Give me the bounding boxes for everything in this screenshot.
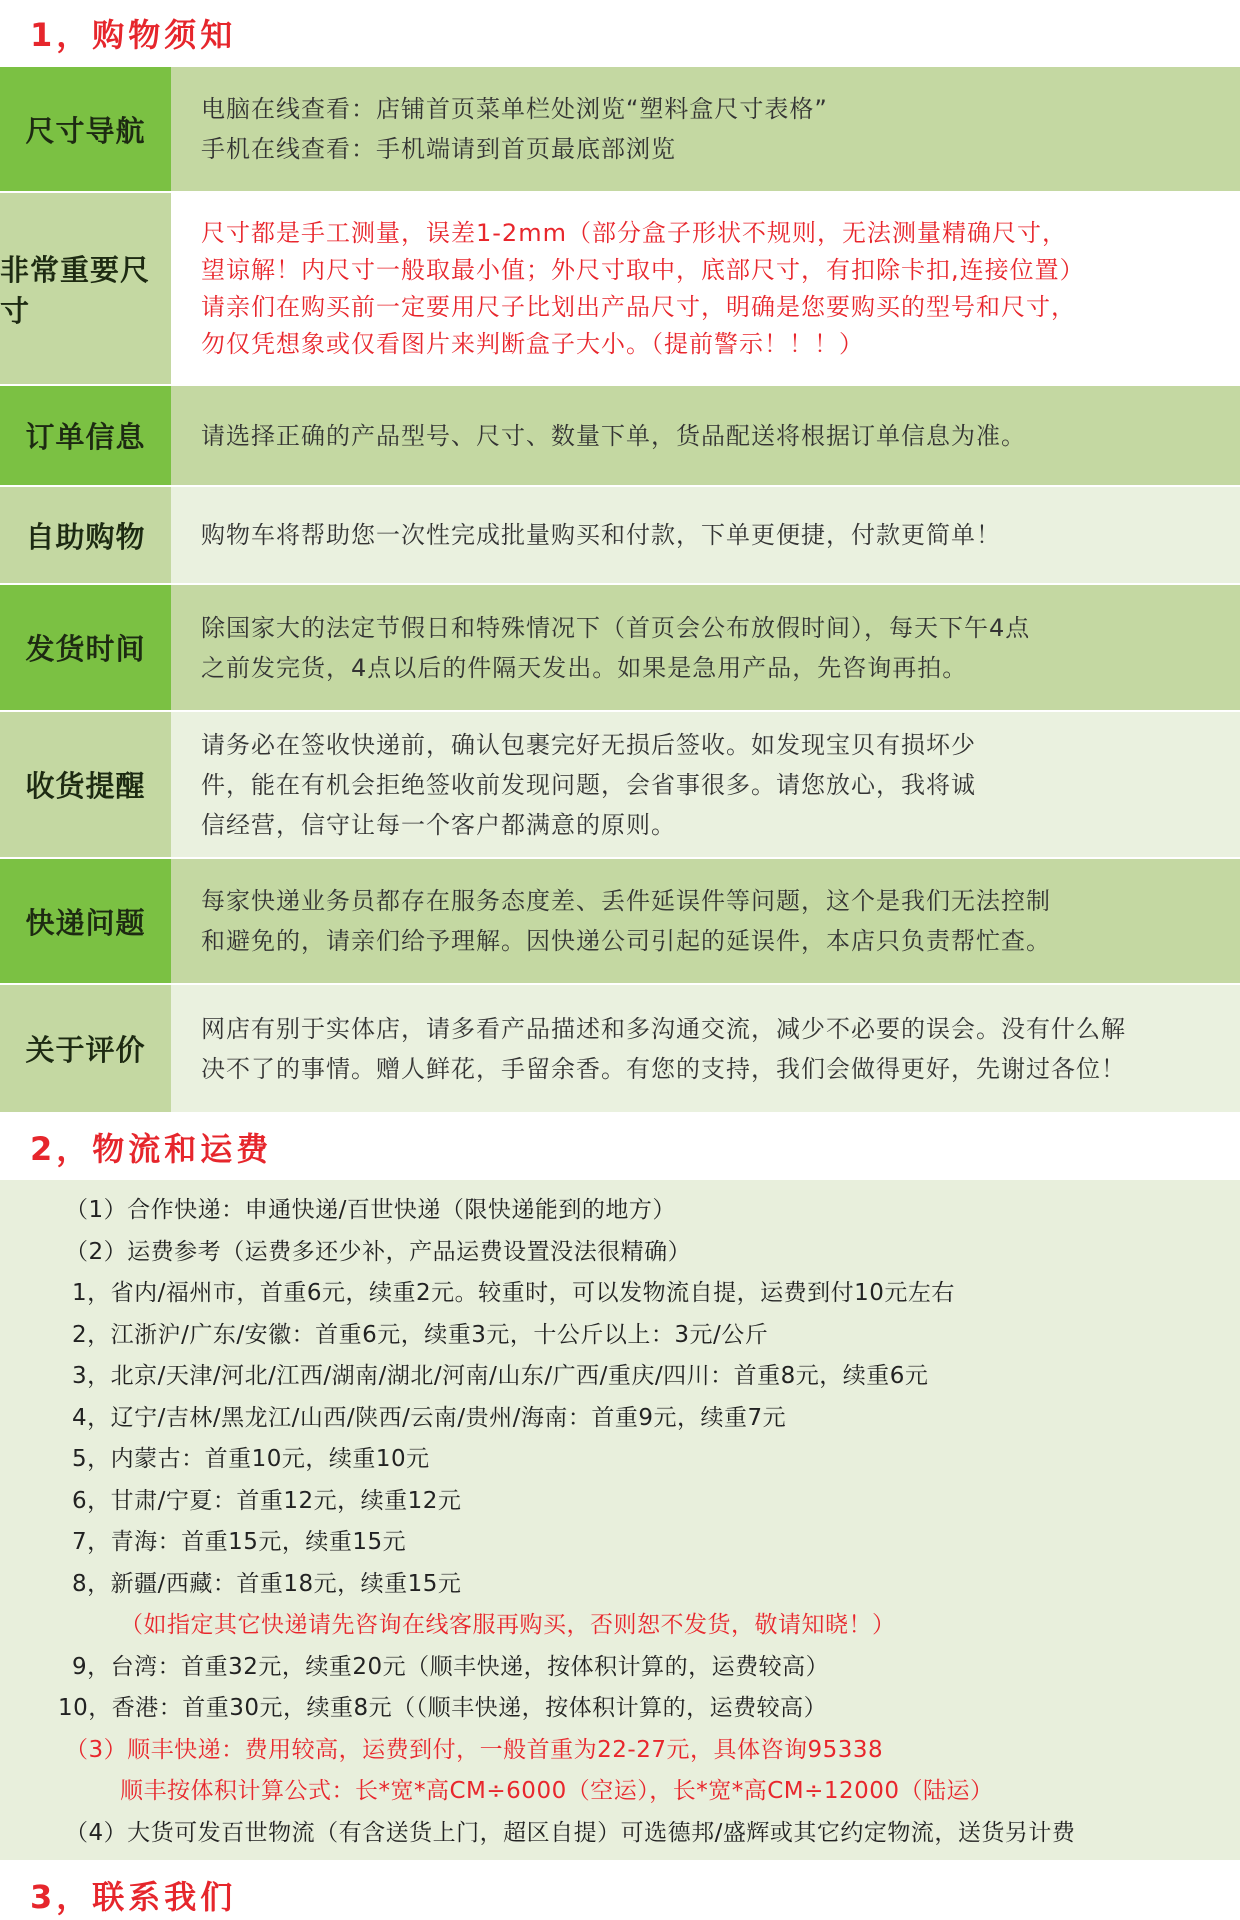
shipping-line: 1，省内/福州市，首重6元，续重2元。较重时，可以发物流自提，运费到付10元左右 — [72, 1280, 955, 1306]
shipping-line: （如指定其它快递请先咨询在线客服再购买，否则恕不发货，敬请知晓！） — [120, 1612, 896, 1638]
shipping-line: （1）合作快递：申通快递/百世快递（限快递能到的地方） — [65, 1197, 676, 1223]
notice-line: 之前发完货，4点以后的件隔天发出。如果是急用产品，先咨询再拍。 — [201, 653, 968, 682]
notice-line: 电脑在线查看：店铺首页菜单栏处浏览“塑料盒尺寸表格” — [201, 95, 828, 123]
notice-row-content — [171, 193, 1240, 384]
notice-line: 勿仅凭想象或仅看图片来判断盒子大小。（提前警示！！！） — [201, 329, 864, 358]
notice-row-label: 自助购物 — [0, 487, 171, 583]
shipping-line: （2）运费参考（运费多还少补，产品运费设置没法很精确） — [65, 1238, 692, 1265]
notice-line: 请务必在签收快递前，确认包裹完好无损后签收。如发现宝贝有损坏少 — [201, 730, 976, 759]
notice-line: 和避免的，请亲们给予理解。因快递公司引起的延误件，本店只负责帮忙查。 — [201, 927, 1051, 955]
notice-line: 网店有别于实体店，请多看产品描述和多沟通交流，减少不必要的误会。没有什么解 — [201, 1014, 1126, 1043]
section-title-contact: 3，联系我们 — [30, 1878, 237, 1916]
shipping-line: 2，江浙沪/广东/安徽：首重6元，续重3元，十公斤以上：3元/公斤 — [72, 1321, 769, 1348]
section-title-shipping: 2，物流和运费 — [30, 1130, 273, 1168]
shipping-line: 9，台湾：首重32元，续重20元（顺丰快递，按体积计算的，运费较高） — [72, 1653, 830, 1680]
notice-row — [0, 193, 1240, 384]
notice-line: 手机在线查看：手机端请到首页最底部浏览 — [201, 135, 676, 163]
shipping-line: （4）大货可发百世物流（有含送货上门，超区自提）可选德邦/盛辉或其它约定物流，送货另计费 — [65, 1819, 1076, 1846]
notice-row-label: 尺寸导航 — [0, 67, 171, 191]
notice-line: 购物车将帮助您一次性完成批量购买和付款，下单更便捷，付款更简单！ — [201, 521, 1001, 549]
shipping-line: 4，辽宁/吉林/黑龙江/山西/陕西/云南/贵州/海南：首重9元，续重7元 — [72, 1404, 787, 1431]
notice-line: 望谅解！内尺寸一般取最小值；外尺寸取中，底部尺寸，有扣除卡扣,连接位置） — [201, 255, 1085, 284]
notice-row-label: 关于评价 — [0, 985, 171, 1112]
notice-row-label: 快递问题 — [0, 859, 171, 983]
notice-row-label: 发货时间 — [0, 585, 171, 710]
notice-row — [0, 386, 1240, 485]
notice-row — [0, 487, 1240, 583]
notice-row-content — [171, 585, 1240, 710]
notice-row — [0, 712, 1240, 857]
notice-row-content — [171, 712, 1240, 857]
notice-row-label: 非常重要尺寸 — [0, 193, 171, 384]
notice-line: 信经营，信守让每一个客户都满意的原则。 — [201, 810, 676, 839]
shipping-line: 3，北京/天津/河北/江西/湖南/湖北/河南/山东/广西/重庆/四川：首重8元，续重6元 — [72, 1363, 929, 1389]
notice-line: 件，能在有机会拒绝签收前发现问题，会省事很多。请您放心，我将诚 — [201, 770, 976, 799]
notice-row-content — [171, 487, 1240, 583]
notice-row — [0, 859, 1240, 983]
notice-line: 决不了的事情。赠人鲜花，手留余香。有您的支持，我们会做得更好，先谢过各位！ — [201, 1054, 1126, 1083]
section-title-shopping-notice: 1，购物须知 — [30, 16, 237, 54]
notice-row-label: 收货提醒 — [0, 712, 171, 857]
notice-row-content — [171, 985, 1240, 1112]
notice-line: 请亲们在购买前一定要用尺子比划出产品尺寸，明确是您要购买的型号和尺寸， — [201, 292, 1076, 321]
notice-row — [0, 67, 1240, 191]
shipping-line: 7，青海：首重15元，续重15元 — [72, 1529, 407, 1555]
notice-line: 尺寸都是手工测量，误差1-2mm（部分盒子形状不规则，无法测量精确尺寸， — [201, 218, 1067, 247]
shipping-line: 顺丰按体积计算公式：长*宽*高CM÷6000（空运），长*宽*高CM÷12000（陆运） — [120, 1778, 994, 1804]
shipping-info-box — [0, 1180, 1240, 1860]
notice-row — [0, 585, 1240, 710]
shipping-line: 5，内蒙古：首重10元，续重10元 — [72, 1446, 430, 1472]
notice-line: 请选择正确的产品型号、尺寸、数量下单，货品配送将根据订单信息为准。 — [201, 421, 1026, 450]
notice-row-label: 订单信息 — [0, 386, 171, 485]
notice-line: 每家快递业务员都存在服务态度差、丢件延误件等问题，这个是我们无法控制 — [201, 887, 1051, 915]
shipping-line: 10，香港：首重30元，续重8元（（顺丰快递，按体积计算的，运费较高） — [58, 1695, 828, 1721]
shipping-line: 8，新疆/西藏：首重18元，续重15元 — [72, 1570, 462, 1597]
notice-row-content — [171, 67, 1240, 191]
shipping-line: 6，甘肃/宁夏：首重12元，续重12元 — [72, 1487, 462, 1514]
notice-row — [0, 985, 1240, 1112]
notice-line: 除国家大的法定节假日和特殊情况下（首页会公布放假时间），每天下午4点 — [201, 613, 1031, 642]
shipping-line: （3）顺丰快递：费用较高，运费到付，一般首重为22-27元，具体咨询95338 — [65, 1736, 884, 1763]
notice-row-content — [171, 386, 1240, 485]
notice-row-content — [171, 859, 1240, 983]
